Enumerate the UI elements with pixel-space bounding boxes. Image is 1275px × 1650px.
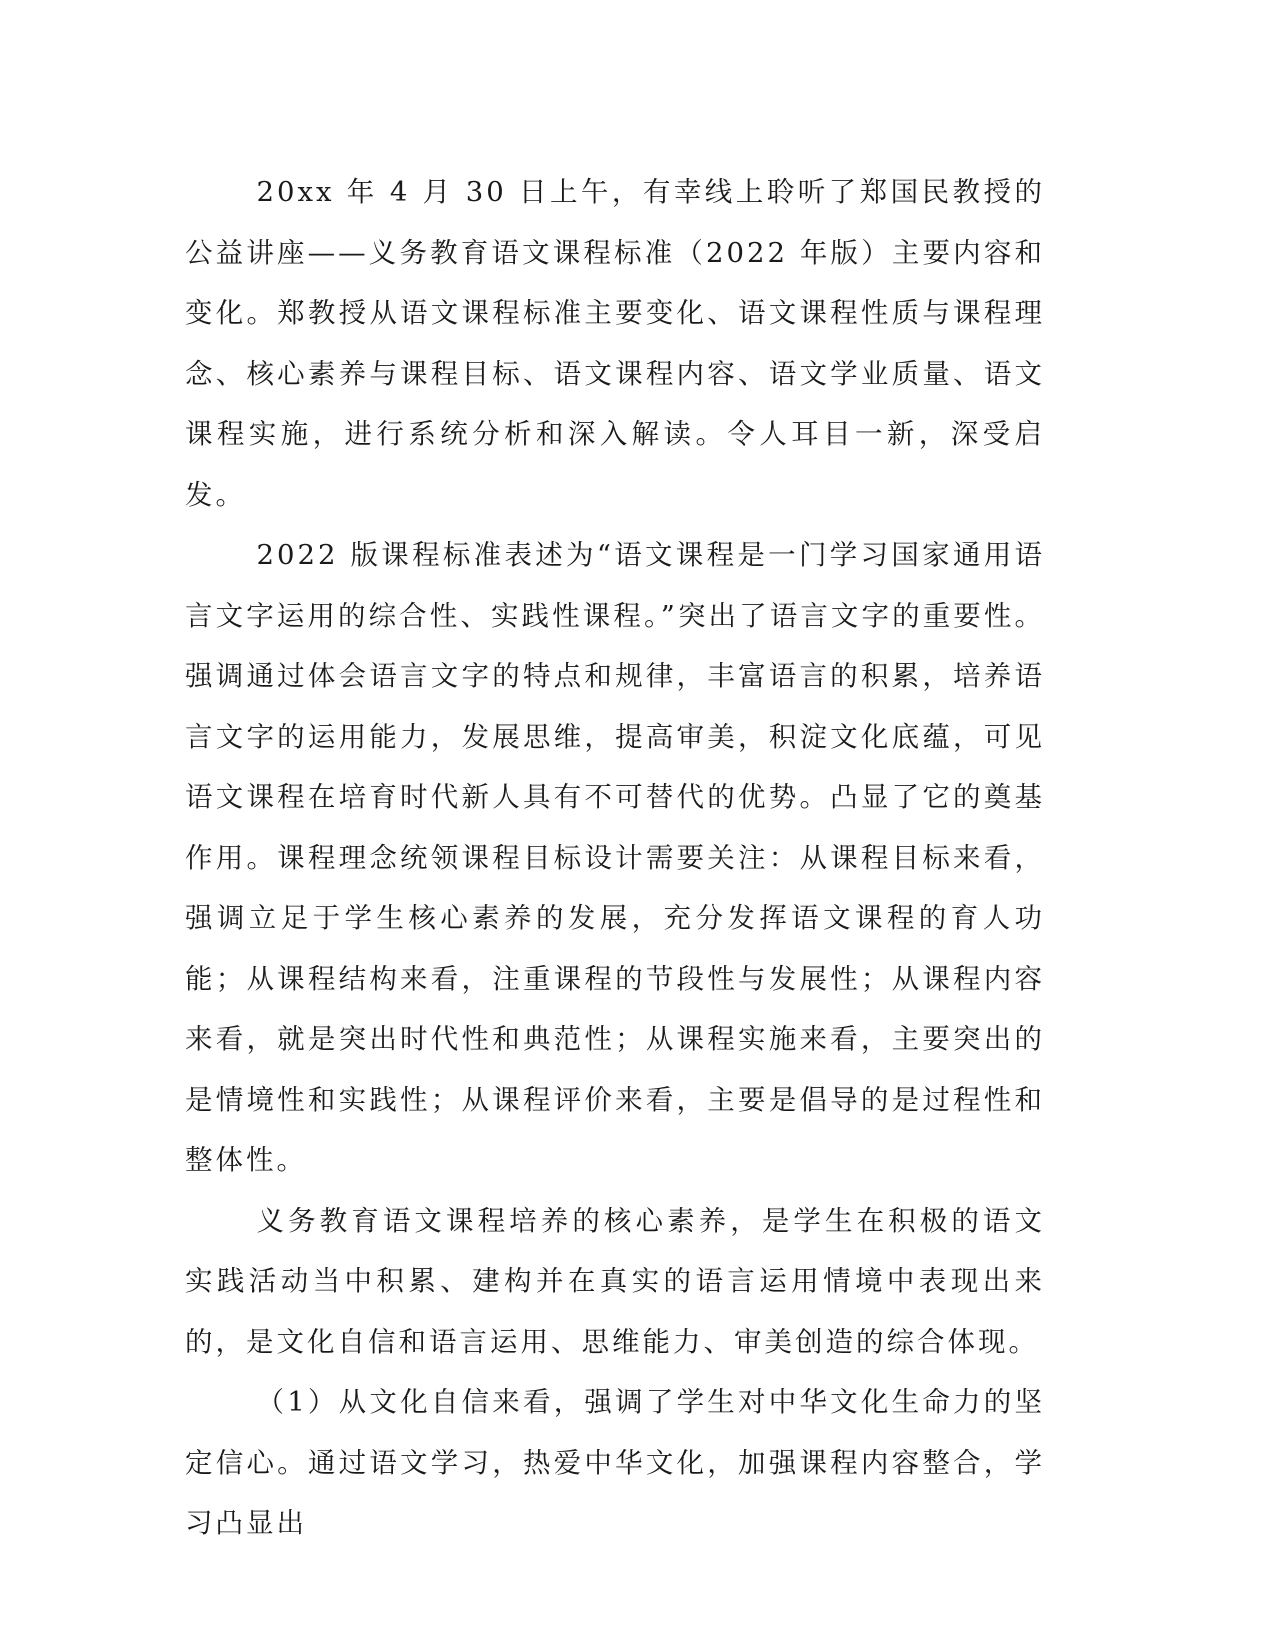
paragraph-core-literacy: 义务教育语文课程培养的核心素养，是学生在积极的语文实践活动当中积累、建构并在真实的语言运用情境中表现出来的，是文化自信和语言运用、思维能力、审美创造的综合体现。 [185,1204,1045,1358]
document-body [185,162,1045,1554]
paragraph-cultural-confidence: （1）从文化自信来看，强调了学生对中华文化生命力的坚定信心。通过语文学习，热爱中华文化，加强课程内容整合，学习凸显出 [185,1386,1045,1539]
paragraph-curriculum-nature: 2022 版课程标准表述为“语文课程是一门学习国家通用语言文字运用的综合性、实践性课程。”突出了语言文字的重要性。强调通过体会语言文字的特点和规律，丰富语言的积累，培养语言文字的运用能力，发展思维，提高审美，积淀文化底蕴，可见语文课程在培育时代新人具有不可替代的优势。凸显了它的奠基作用。课程理念统领课程目标设计需要关注：从课程目标来看，强调立足于学生核心素养的发展，充分发挥语文课程的育人功能；从课程结构来看，注重课程的节段性与发展性；从课程内容来看，就是突出时代性和典范性；从课程实施来看，主要突出的是情境性和实践性；从课程评价来看，主要是倡导的是过程性和整体性。 [185,539,1045,1176]
paragraph-lecture-intro: 20xx 年 4 月 30 日上午，有幸线上聆听了郑国民教授的公益讲座——义务教育语文课程标准（2022 年版）主要内容和变化。郑教授从语文课程标准主要变化、语文课程性质与课程理念、核心素养与课程目标、语文课程内容、语文学业质量、语文课程实施，进行系统分析和深入解读。令人耳目一新，深受启发。 [185,176,1045,511]
